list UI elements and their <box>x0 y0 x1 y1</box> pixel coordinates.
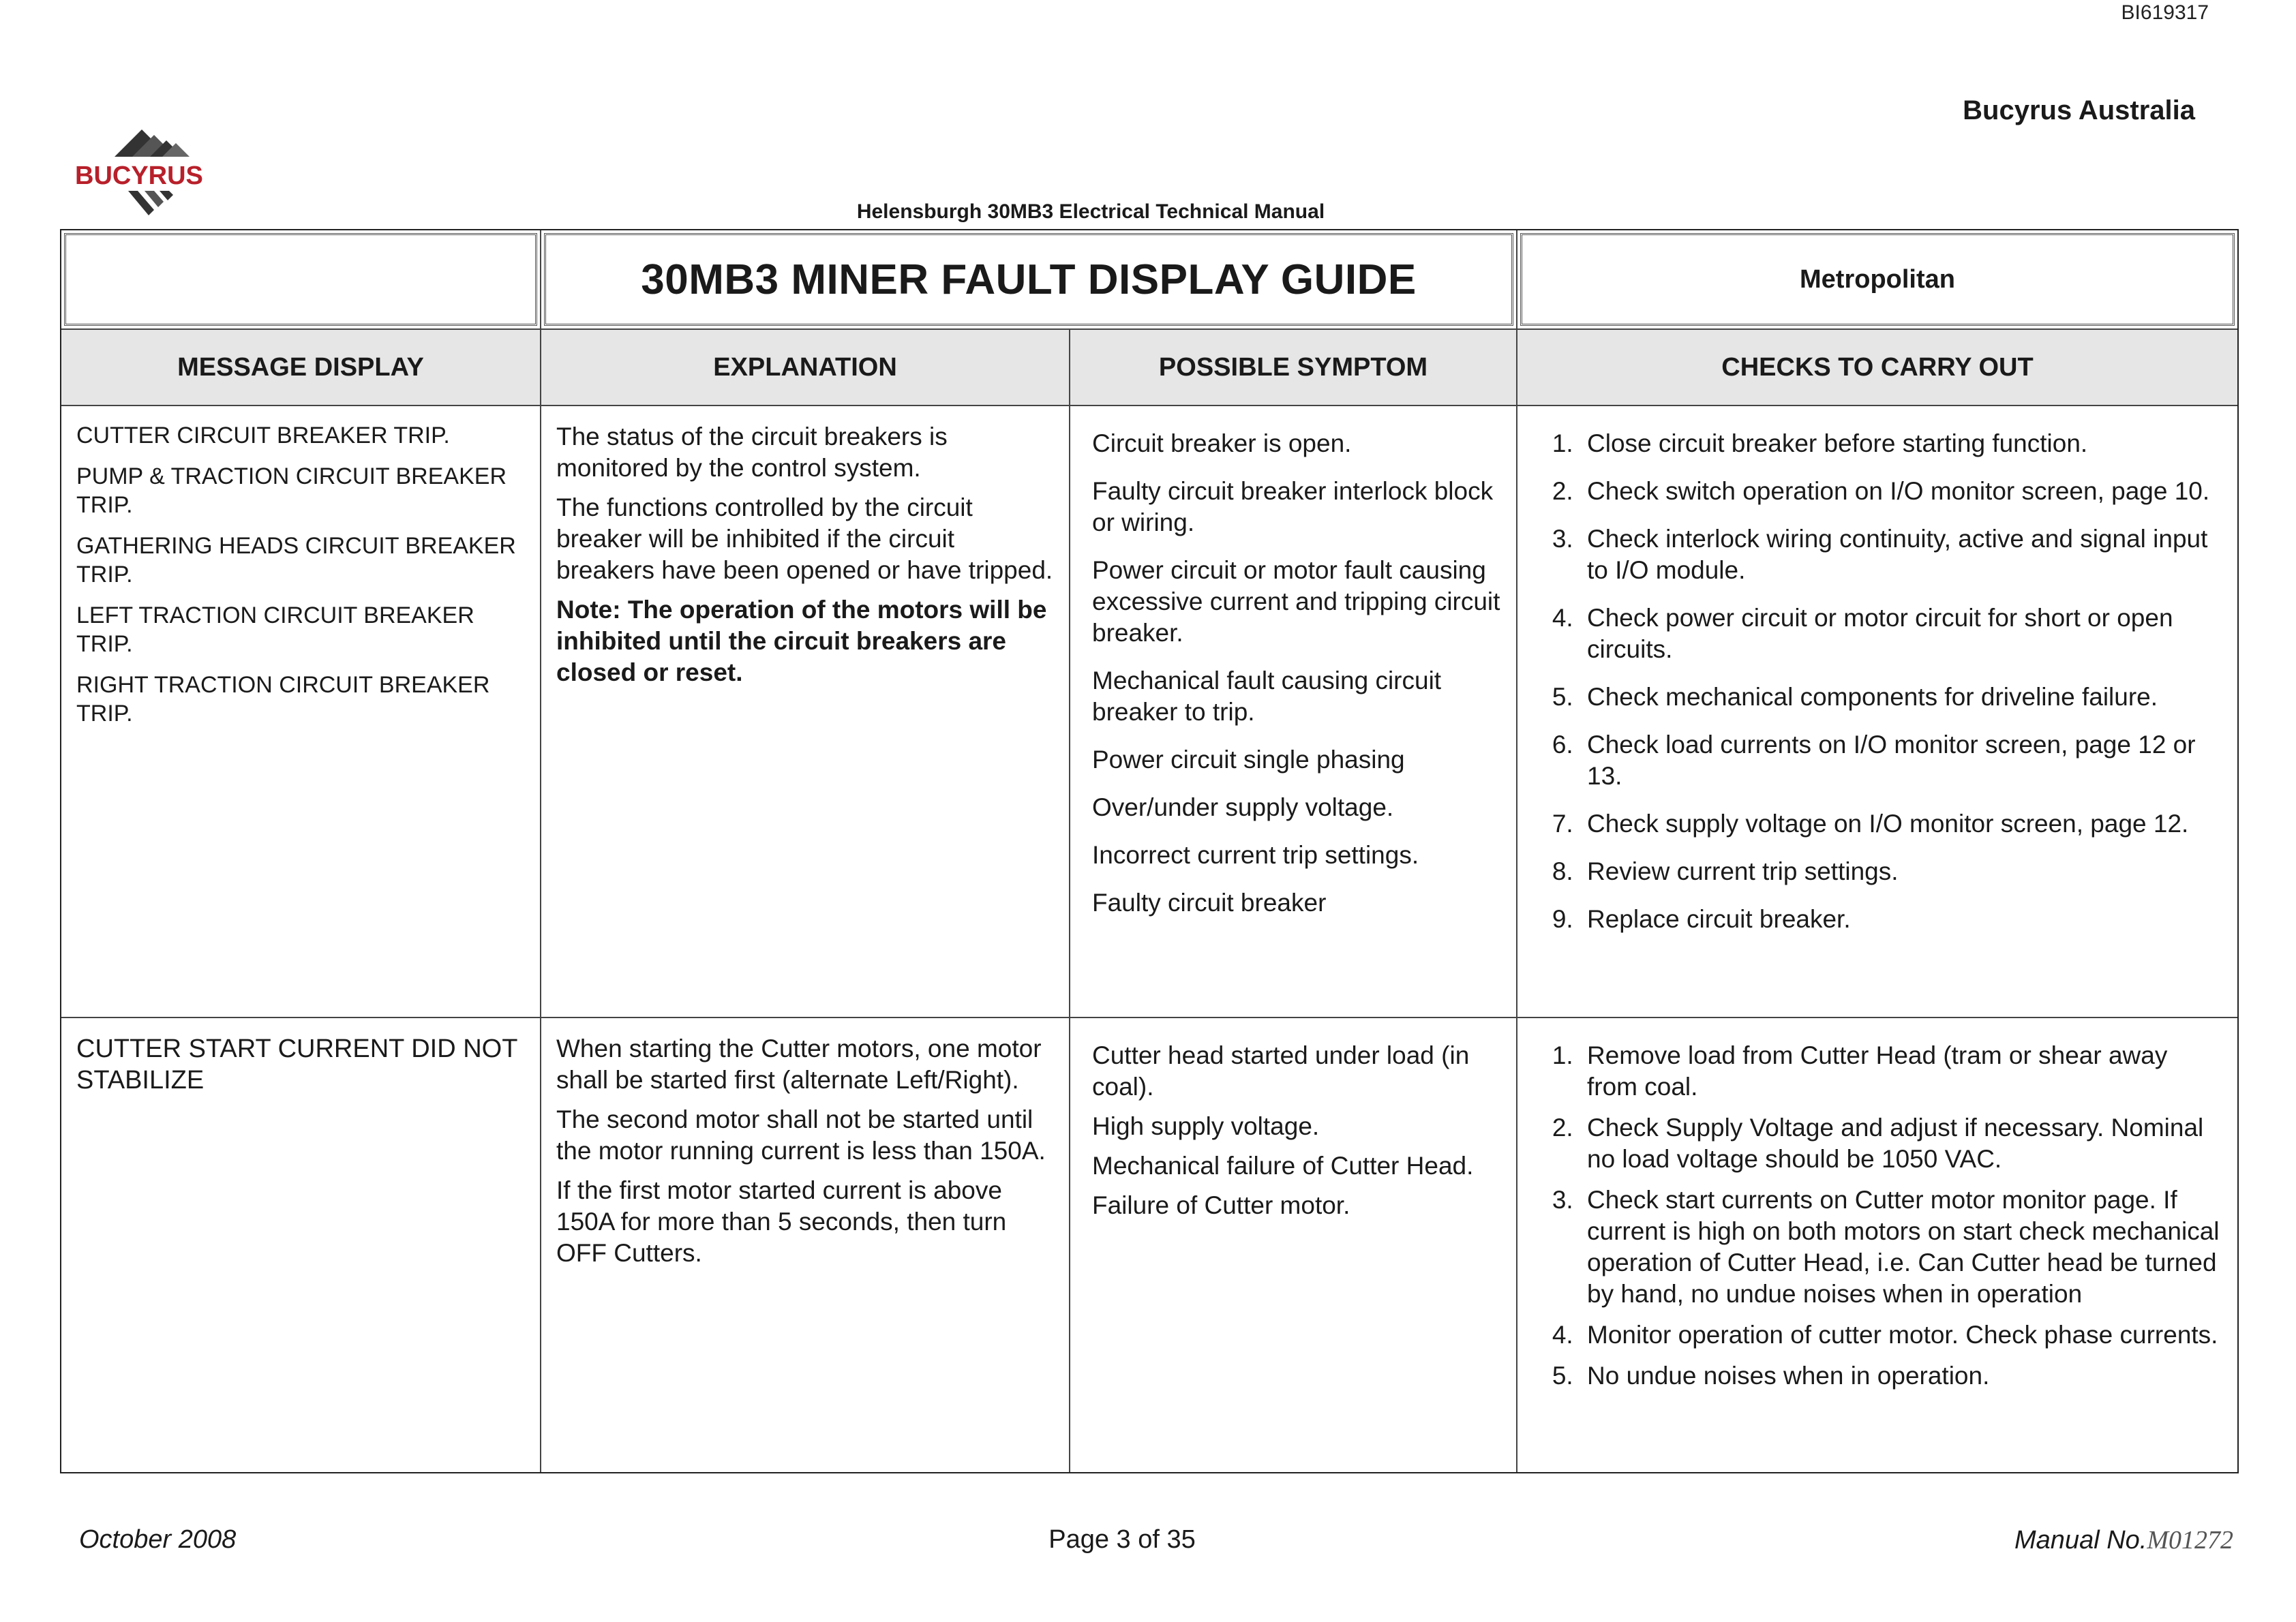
explanation-text: The functions controlled by the circuit breaker will be inhibited if the circuit breakers have been opened or have tripped. <box>556 493 1053 584</box>
checks-cell <box>1517 406 2237 1017</box>
explanation-text: When starting the Cutter motors, one motor shall be started first (alternate Left/Right). <box>556 1035 1042 1094</box>
symptom-text: High supply voltage. <box>1092 1112 1320 1140</box>
symptom-text: Mechanical failure of Cutter Head. <box>1092 1152 1474 1180</box>
footer-date: October 2008 <box>79 1525 237 1554</box>
title-row <box>61 230 2237 330</box>
check-item: 4. Monitor operation of cutter motor. Check phase currents. <box>1580 1319 2222 1351</box>
header-row <box>61 330 2237 406</box>
check-item: 1. Close circuit breaker before starting function. <box>1580 428 2222 459</box>
site-name: Metropolitan <box>1800 264 1955 294</box>
header-explanation: EXPLANATION <box>541 330 1070 405</box>
symptom-cell <box>1070 1018 1517 1472</box>
manual-title: Helensburgh 30MB3 Electrical Technical Manual <box>856 200 1325 223</box>
message-text: PUMP & TRACTION CIRCUIT BREAKER TRIP. <box>76 463 507 518</box>
document-id: BI619317 <box>2121 1 2209 24</box>
message-text: RIGHT TRACTION CIRCUIT BREAKER TRIP. <box>76 672 490 726</box>
check-item: 9. Replace circuit breaker. <box>1580 904 2222 935</box>
manual-number-value: M01272 <box>2147 1526 2233 1555</box>
explanation-text: The second motor shall not be started until the motor running current is less than 150A. <box>556 1105 1046 1165</box>
fault-guide-table <box>60 229 2239 1473</box>
message-text: CUTTER START CURRENT DID NOT STABILIZE <box>76 1035 517 1095</box>
symptom-text: Circuit breaker is open. <box>1092 429 1352 457</box>
check-item: 8. Review current trip settings. <box>1580 856 2222 887</box>
symptom-text: Over/under supply voltage. <box>1092 793 1394 821</box>
header-possible-symptom: POSSIBLE SYMPTOM <box>1070 330 1517 405</box>
check-item: 1. Remove load from Cutter Head (tram or shear away from coal. <box>1580 1040 2222 1103</box>
site-cell <box>1517 230 2237 328</box>
check-item: 7. Check supply voltage on I/O monitor screen, page 12. <box>1580 808 2222 840</box>
symptom-text: Failure of Cutter motor. <box>1092 1191 1350 1219</box>
footer-page-number: Page 3 of 35 <box>1048 1525 1196 1554</box>
logo-wordmark: BUCYRUS <box>75 162 203 190</box>
header-checks: CHECKS TO CARRY OUT <box>1721 352 2034 382</box>
explanation-cell <box>541 1018 1070 1472</box>
symptom-text: Faulty circuit breaker interlock block or wiring. <box>1092 477 1494 536</box>
check-item: 4. Check power circuit or motor circuit for short or open circuits. <box>1580 602 2222 665</box>
message-text: CUTTER CIRCUIT BREAKER TRIP. <box>76 423 450 448</box>
message-cell <box>61 406 541 1017</box>
title-cell <box>541 230 1517 328</box>
message-text: GATHERING HEADS CIRCUIT BREAKER TRIP. <box>76 533 516 587</box>
explanation-text: If the first motor started current is above 150A for more than 5 seconds, then turn OFF Cutters. <box>556 1176 1007 1267</box>
checks-cell <box>1517 1018 2237 1472</box>
title-blank-cell <box>61 230 541 328</box>
symptom-cell <box>1070 406 1517 1017</box>
check-item: 6. Check load currents on I/O monitor screen, page 12 or 13. <box>1580 729 2222 792</box>
check-item: 2. Check Supply Voltage and adjust if necessary. Nominal no load voltage should be 1050 VAC. <box>1580 1112 2222 1175</box>
message-cell <box>61 1018 541 1472</box>
header-message-display: MESSAGE DISPLAY <box>61 330 541 405</box>
symptom-text: Faulty circuit breaker <box>1092 889 1327 917</box>
table-row <box>61 406 2237 1018</box>
check-item: 5. Check mechanical components for driveline failure. <box>1580 682 2222 713</box>
check-item: 3. Check interlock wiring continuity, active and signal input to I/O module. <box>1580 523 2222 586</box>
symptom-text: Power circuit single phasing <box>1092 746 1405 774</box>
message-text: LEFT TRACTION CIRCUIT BREAKER TRIP. <box>76 602 474 657</box>
check-item: 2. Check switch operation on I/O monitor screen, page 10. <box>1580 476 2222 507</box>
check-item: 3. Check start currents on Cutter motor monitor page. If current is high on both motors on start check mechanical operation of Cutter Head, i.e. Can Cutter head be turned by hand, no undue noises when in operation <box>1580 1184 2222 1310</box>
table-row <box>61 1018 2237 1472</box>
footer-manual-number <box>2014 1525 2233 1555</box>
company-name: Bucyrus Australia <box>1963 95 2195 125</box>
symptom-text: Power circuit or motor fault causing excessive current and tripping circuit breaker. <box>1092 556 1500 647</box>
explanation-text: The status of the circuit breakers is monitored by the control system. <box>556 423 948 482</box>
manual-number-label: Manual No. <box>2014 1526 2147 1555</box>
symptom-text: Mechanical fault causing circuit breaker to trip. <box>1092 667 1442 726</box>
checks-list <box>1532 428 2222 935</box>
checks-list <box>1532 1040 2222 1392</box>
symptom-text: Cutter head started under load (in coal). <box>1092 1041 1470 1101</box>
guide-title: 30MB3 MINER FAULT DISPLAY GUIDE <box>641 256 1417 303</box>
symptom-text: Incorrect current trip settings. <box>1092 841 1419 869</box>
explanation-cell <box>541 406 1070 1017</box>
check-item: 5. No undue noises when in operation. <box>1580 1360 2222 1392</box>
explanation-note: Note: The operation of the motors will be inhibited until the circuit breakers are closed or reset. <box>556 596 1047 686</box>
